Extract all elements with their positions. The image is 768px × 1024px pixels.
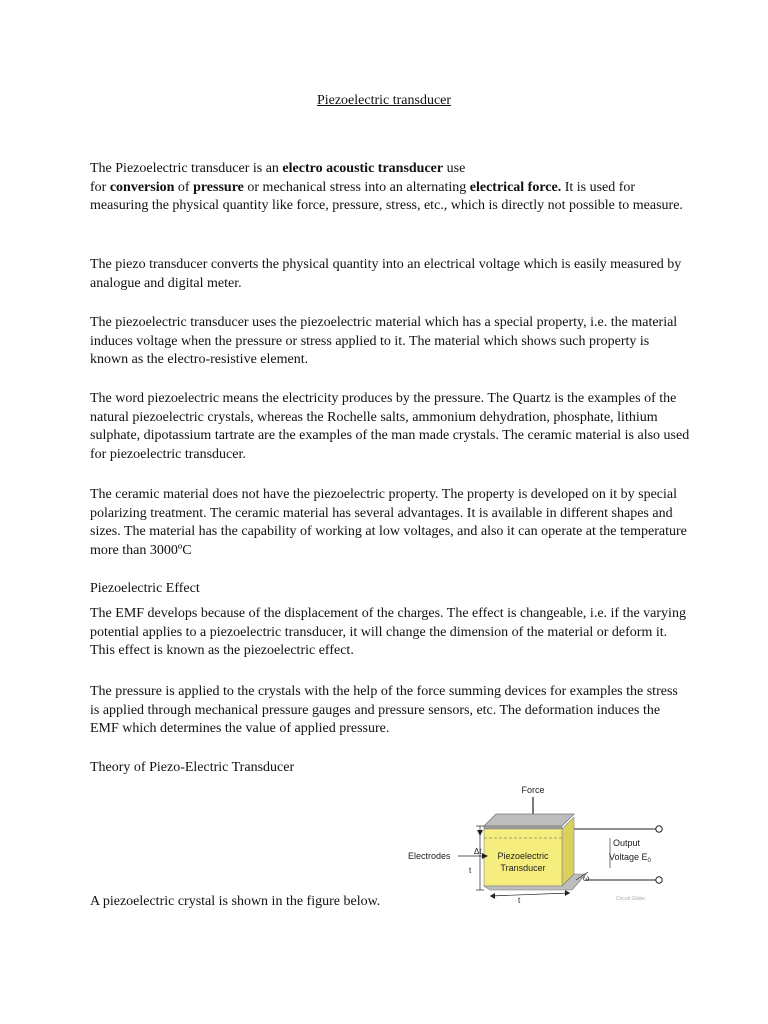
length-label: t xyxy=(518,896,521,905)
output-label-line2: Voltage $E_0$ xyxy=(609,852,651,864)
output-label-line1: Output xyxy=(613,838,641,848)
intro-bold-term: pressure xyxy=(193,179,244,195)
watermark: Circuit Globe xyxy=(616,896,645,902)
intro-text: use xyxy=(443,161,466,176)
intro-bold-term: electro acoustic transducer xyxy=(282,161,444,176)
paragraph-material-property: The piezoelectric transducer uses the piezoelectric material which has a special property, i.e. the material induces voltage when the pressure or stress applied to it. The material which shows such property is known as the electro-resistive element. xyxy=(90,315,678,367)
piezoelectric-crystal-diagram xyxy=(404,780,680,910)
paragraph-piezo-conversion: The piezo transducer converts the physical quantity into an electrical voltage which is easily measured by analogue and digital meter. xyxy=(90,257,682,291)
intro-text: or mechanical stress into an alternating xyxy=(243,179,470,195)
top-electrode-edge xyxy=(484,826,562,829)
intro-bold-term: electrical force. xyxy=(469,179,562,195)
crystal-label-line2: Transducer xyxy=(500,863,546,873)
intro-text: of xyxy=(174,179,194,195)
section-heading-effect: Piezoelectric Effect xyxy=(90,581,200,596)
paragraph-ceramic-material: The ceramic material does not have the piezoelectric property. The property is developed on it by special polarizing treatment. The ceramic material has several advantages. It is available in different shapes and sizes. The material has the capability of working at low voltages, and also it can operate at the temperature more than 3000ºC xyxy=(90,487,687,558)
electrodes-label: Electrodes xyxy=(408,851,451,861)
output-terminal-top xyxy=(656,826,662,832)
delta-t-label: Δt xyxy=(474,847,482,856)
thickness-label: t xyxy=(469,866,472,875)
intro-paragraph xyxy=(90,160,690,216)
page-title: Piezoelectric transducer xyxy=(316,93,452,108)
intro-text: It is used for measuring the physical quantity like force, pressure, stress, etc., which is directly not possible to measure. xyxy=(90,179,683,213)
section-heading-theory: Theory of Piezo-Electric Transducer xyxy=(90,760,295,775)
intro-bold-term: conversion xyxy=(109,179,175,195)
omega-label: ω xyxy=(583,874,590,883)
paragraph-figure-caption: A piezoelectric crystal is shown in the figure below. xyxy=(90,894,381,909)
crystal-label-line1: Piezoelectric xyxy=(497,851,549,861)
intro-text: The Piezoelectric transducer is an xyxy=(90,161,283,176)
length-marker xyxy=(490,893,570,896)
paragraph-pressure-applied: The pressure is applied to the crystals with the help of the force summing devices for examples the stress is applied through mechanical pressure gauges and pressure sensors, etc. The deformation induces the EMF which determines the value of applied pressure. xyxy=(90,684,678,736)
intro-text: for xyxy=(90,179,110,195)
paragraph-emf: The EMF develops because of the displacement of the charges. The effect is changeable, i.e. if the varying potential applies to a piezoelectric transducer, it will change the dimension of the material or deform it. This effect is known as the piezoelectric effect. xyxy=(90,606,686,658)
paragraph-piezoelectric-meaning: The word piezoelectric means the electricity produces by the pressure. The Quartz is the examples of the natural piezoelectric crystals, whereas the Rochelle salts, ammonium dehydration, phosphate, lithium sulphate, dipotassium tartrate are the examples of the man made crystals. The ceramic material is also used for piezoelectric transducer. xyxy=(90,391,690,462)
top-electrode-plate xyxy=(484,814,574,826)
force-label: Force xyxy=(521,785,545,795)
output-terminal-bottom xyxy=(656,877,662,883)
